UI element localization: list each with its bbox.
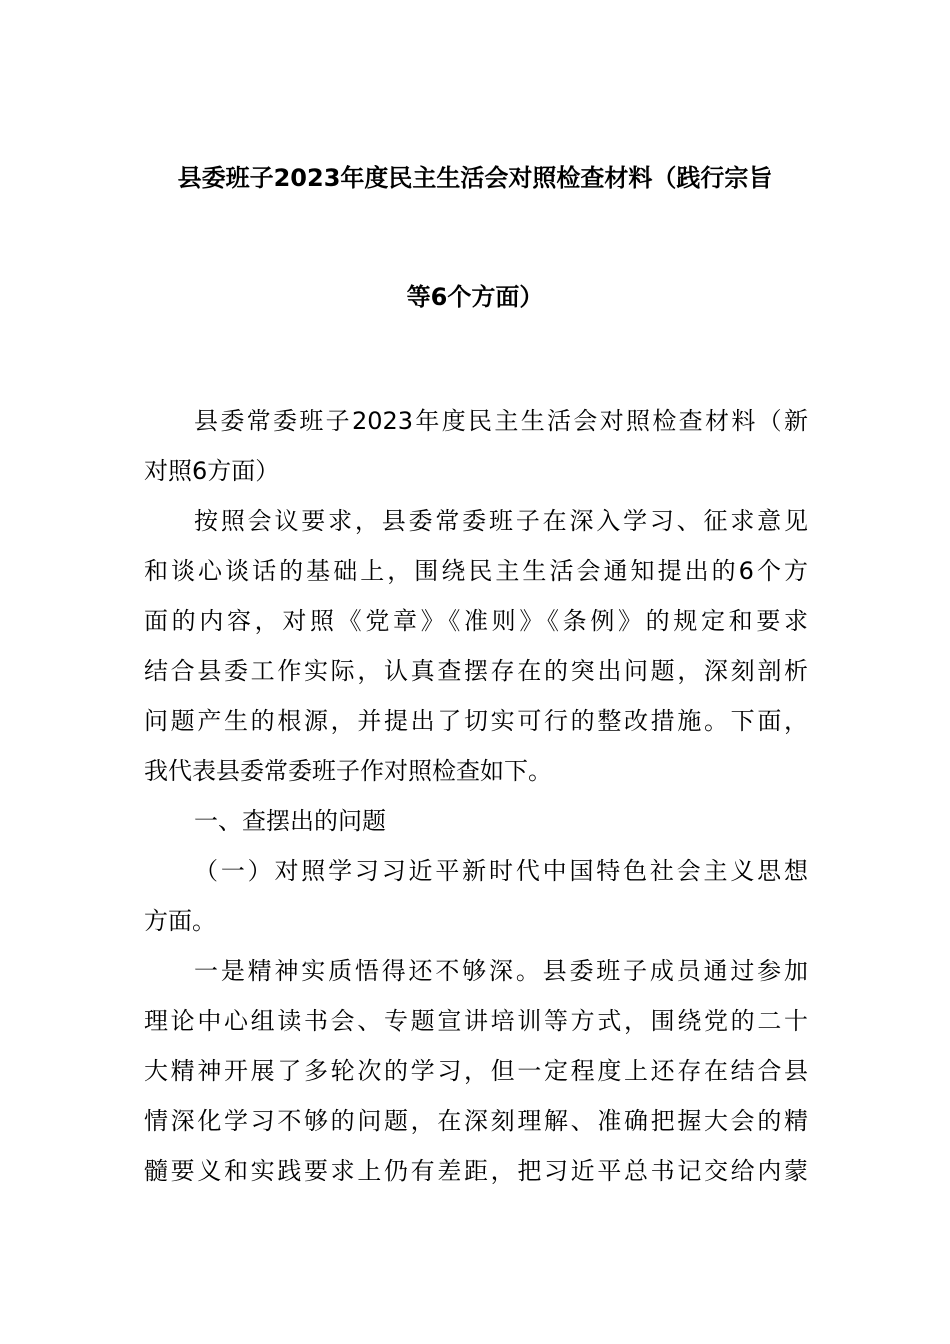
body-line: 髓要义和实践要求上仍有差距，把习近平总书记交给内蒙	[144, 1157, 808, 1185]
body-line: 对照6方面）	[144, 457, 280, 485]
body-line: 理论中心组读书会、专题宣讲培训等方式，围绕党的二十	[144, 1007, 808, 1035]
body-line: 结合县委工作实际，认真查摆存在的突出问题，深刻剖析	[144, 657, 808, 685]
body-line: 和谈心谈话的基础上，围绕民主生活会通知提出的6个方	[144, 557, 808, 585]
document-title-line-1: 县委班子2023年度民主生活会对照检查材料（践行宗旨	[177, 164, 773, 192]
body-line: 我代表县委常委班子作对照检查如下。	[144, 757, 552, 785]
body-line: 一是精神实质悟得还不够深。县委班子成员通过参加	[194, 957, 808, 985]
body-line: 按照会议要求，县委常委班子在深入学习、征求意见	[194, 507, 808, 535]
subsection-heading-end: 方面。	[144, 907, 216, 935]
subsection-heading: （一）对照学习习近平新时代中国特色社会主义思想	[194, 857, 808, 885]
body-line: 大精神开展了多轮次的学习，但一定程度上还存在结合县	[144, 1057, 808, 1085]
body-line: 问题产生的根源，并提出了切实可行的整改措施。下面，	[144, 707, 808, 735]
body-line: 县委常委班子2023年度民主生活会对照检查材料（新	[194, 407, 808, 435]
document-title-line-2: 等6个方面）	[406, 283, 544, 311]
document-body	[144, 396, 808, 1196]
body-line: 情深化学习不够的问题，在深刻理解、准确把握大会的精	[144, 1107, 808, 1135]
section-heading: 一、查摆出的问题	[194, 807, 386, 835]
body-line: 面的内容，对照《党章》《准则》《条例》的规定和要求	[144, 607, 808, 635]
